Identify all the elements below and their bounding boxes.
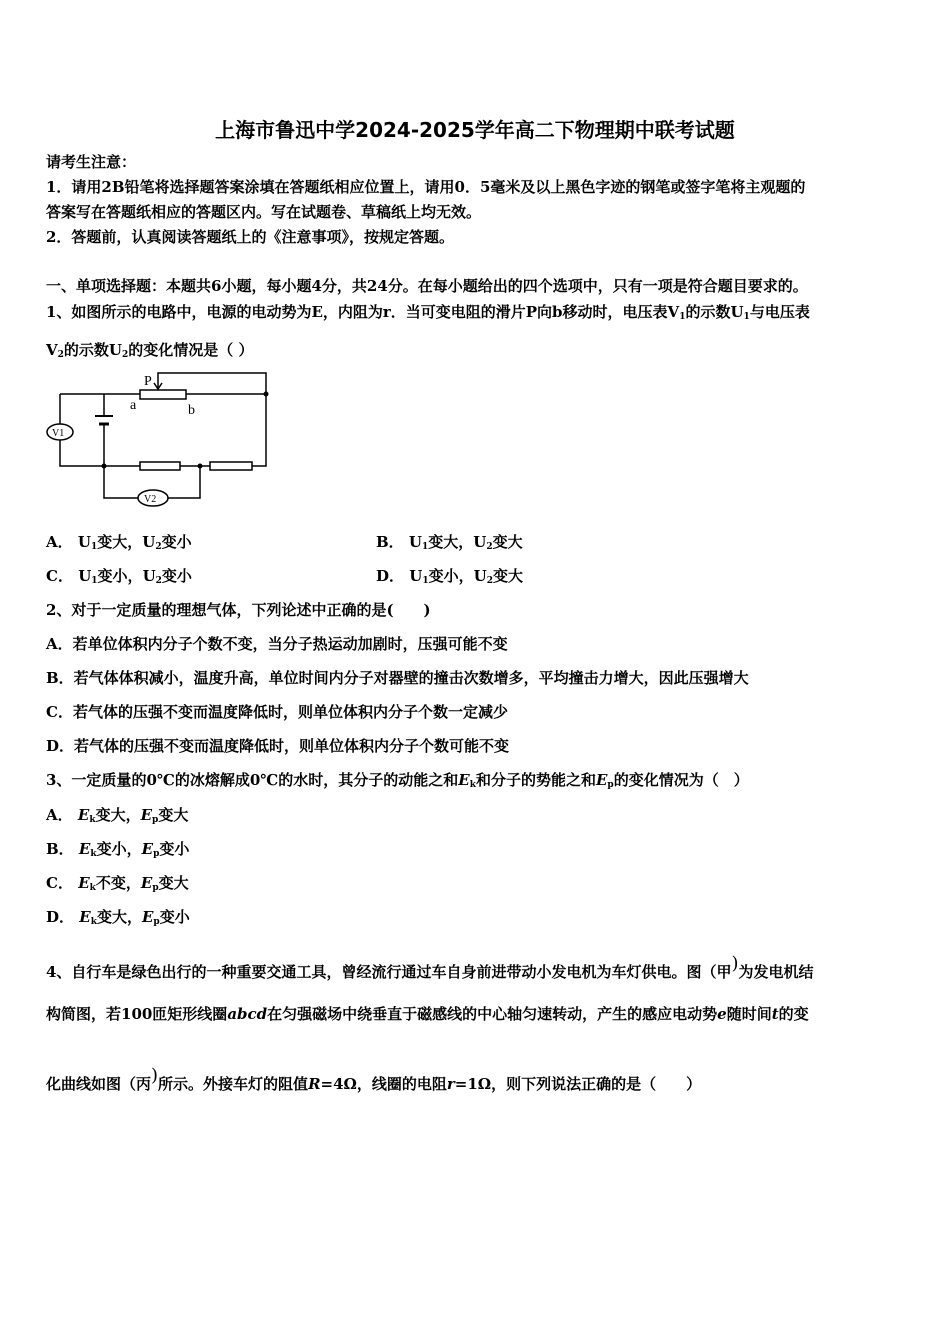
q2-option-b[interactable]: B．若气体体积减小，温度升高，单位时间内分子对器壁的撞击次数增多，平均撞击力增大，因此压强增大 bbox=[46, 669, 749, 687]
q2-stem: 2、对于一定质量的理想气体，下列论述中正确的是( ) bbox=[46, 601, 431, 619]
q1-option-d[interactable]: D． $U_1$变小，$U_2$变大 bbox=[376, 567, 523, 586]
q2-option-a[interactable]: A．若单位体积内分子个数不变，当分子热运动加剧时，压强可能不变 bbox=[46, 635, 508, 653]
q1-option-b[interactable]: B． $U_1$变大，$U_2$变大 bbox=[376, 533, 523, 552]
q4-stem-line-1: 4、自行车是绿色出行的一种重要交通工具，曾经流行通过车自身前进带动小发电机为车灯供电。图（甲)为发电机结 bbox=[46, 953, 814, 981]
circuit-diagram bbox=[44, 368, 274, 508]
q3-option-c[interactable]: C． $E_k$不变，$E_p$变大 bbox=[46, 874, 189, 893]
notice-item-1-line-1: 1．请用2B铅笔将选择题答案涂填在答题纸相应位置上，请用0．5毫米及以上黑色字迹的钢笔或签字笔将主观题的 bbox=[46, 178, 806, 196]
q3-option-a[interactable]: A． $E_k$变大，$E_p$变大 bbox=[46, 806, 189, 825]
q3-option-b[interactable]: B． $E_k$变小，$E_p$变小 bbox=[46, 840, 190, 859]
section-heading: 一、单项选择题：本题共6小题，每小题4分，共24分。在每小题给出的四个选项中，只有一项是符合题目要求的。 bbox=[46, 277, 808, 295]
q3-stem: 3、一定质量的0℃的冰熔解成0℃的水时，其分子的动能之和$E_k$和分子的势能之和$E_p$的变化情况为（ ） bbox=[46, 771, 749, 790]
q2-option-d[interactable]: D．若气体的压强不变而温度降低时，则单位体积内分子个数可能不变 bbox=[46, 737, 510, 755]
notice-item-2: 2．答题前，认真阅读答题纸上的《注意事项》，按规定答题。 bbox=[46, 228, 454, 246]
rheostat bbox=[140, 390, 186, 399]
label-v2: V2 bbox=[144, 494, 157, 505]
resistor-2 bbox=[210, 462, 252, 470]
q1-stem-line-2: $V_2$的示数$U_2$的变化情况是（ ） bbox=[46, 341, 254, 360]
q4-stem-line-2: 构简图，若100匝矩形线圈abcd在匀强磁场中绕垂直于磁感线的中心轴匀速转动，产生的感应电动势e随时间t的变 bbox=[46, 1005, 809, 1023]
q1-option-c[interactable]: C． $U_1$变小，$U_2$变小 bbox=[46, 567, 192, 586]
label-p: P bbox=[144, 374, 152, 389]
resistor-1 bbox=[140, 462, 180, 470]
notice-item-1-line-2: 答案写在答题纸相应的答题区内。写在试题卷、草稿纸上均无效。 bbox=[46, 203, 482, 221]
q1-option-a[interactable]: A． $U_1$变大，$U_2$变小 bbox=[46, 533, 192, 552]
q2-option-c[interactable]: C．若气体的压强不变而温度降低时，则单位体积内分子个数一定减少 bbox=[46, 703, 508, 721]
q3-option-d[interactable]: D． $E_k$变大，$E_p$变小 bbox=[46, 908, 190, 927]
label-a: a bbox=[130, 398, 137, 413]
circuit-wire-outer bbox=[60, 394, 266, 466]
q1-stem-line-1: 1、如图所示的电路中，电源的电动势为E，内阻为r．当可变电阻的滑片P向b移动时，电压表$V_1$的示数$U_1$与电压表 bbox=[46, 303, 810, 322]
label-v1: V1 bbox=[52, 428, 65, 439]
page-title: 上海市鲁迅中学2024-2025学年高二下物理期中联考试题 bbox=[215, 118, 735, 142]
notice-heading: 请考生注意： bbox=[46, 153, 137, 171]
label-b: b bbox=[188, 403, 195, 418]
q4-stem-line-3: 化曲线如图（丙)所示。外接车灯的阻值R=4Ω，线圈的电阻r=1Ω，则下列说法正确的是（ ） bbox=[46, 1065, 702, 1093]
